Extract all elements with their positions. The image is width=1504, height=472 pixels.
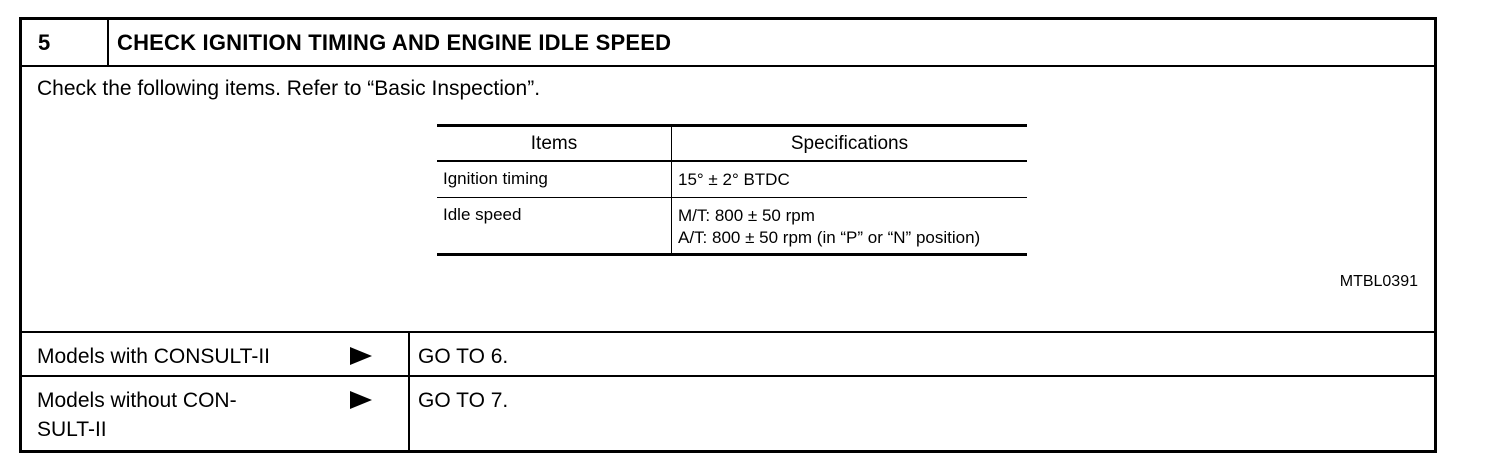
spec-table-header-specifications: Specifications (672, 126, 1028, 162)
spec-value-ignition-timing (672, 161, 1028, 198)
condition-line-2: SULT-II (37, 418, 107, 441)
spec-table (437, 124, 1027, 256)
condition-line-1: Models without CON- (37, 389, 237, 412)
spec-item-ignition-timing: Ignition timing (437, 161, 672, 198)
condition-cell (22, 377, 410, 453)
diagnostic-step-frame (19, 17, 1437, 453)
arrow-right-icon (350, 347, 372, 365)
step-header (22, 20, 1434, 67)
step-number: 5 (22, 20, 109, 65)
action-goto-7: GO TO 7. (418, 389, 509, 412)
table-row (437, 161, 1027, 198)
spec-value-idle-speed (672, 198, 1028, 255)
table-row (437, 198, 1027, 255)
condition-text: Models with CONSULT-II (37, 345, 270, 368)
spec-item-idle-speed: Idle speed (437, 198, 672, 255)
arrow-right-icon (350, 391, 372, 409)
spec-line-at: A/T: 800 ± 50 rpm (in “P” or “N” position) (678, 228, 981, 247)
figure-code: MTBL0391 (1339, 273, 1418, 290)
action-goto-6: GO TO 6. (418, 345, 509, 368)
condition-cell (22, 333, 410, 375)
step-title: CHECK IGNITION TIMING AND ENGINE IDLE SPEED (117, 30, 672, 55)
condition-text (37, 386, 327, 444)
spec-line: 15° ± 2° BTDC (678, 170, 790, 189)
result-row-with-consult (22, 333, 1434, 377)
result-row-without-consult (22, 377, 1434, 453)
spec-table-header-row (437, 126, 1027, 162)
instruction-text: Check the following items. Refer to “Basic Inspection”. (37, 77, 541, 100)
step-body (22, 67, 1434, 333)
spec-table-header-items: Items (437, 126, 672, 162)
spec-line-mt: M/T: 800 ± 50 rpm (678, 206, 815, 225)
